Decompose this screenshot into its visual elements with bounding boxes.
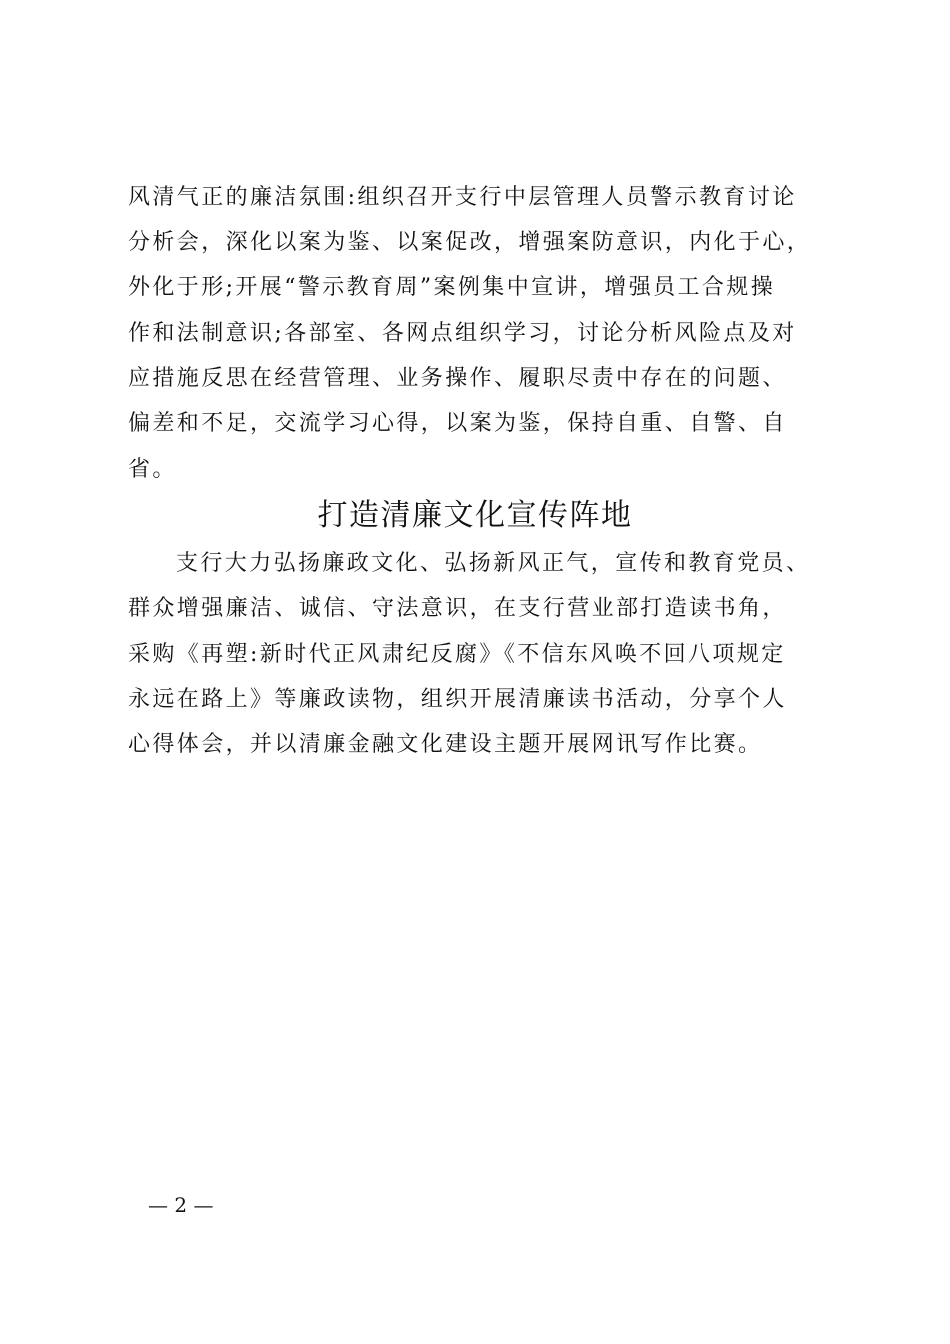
paragraph-line: 分析会，深化以案为鉴、以案促改，增强案防意识，内化于心，: [128, 230, 812, 255]
paragraph-line: 永远在路上》等廉政读物，组织开展清廉读书活动，分享个人: [128, 687, 787, 712]
paragraph-line: 外化于形;开展“警示教育周”案例集中宣讲，增强员工合规操: [128, 275, 776, 300]
paragraph-line: 省。: [128, 457, 177, 482]
paragraph-line: 偏差和不足，交流学习心得，以案为鉴，保持自重、自警、自: [128, 411, 787, 436]
section-heading: 打造清廉文化宣传阵地: [317, 498, 633, 533]
paragraph-line: 采购《再塑:新时代正风肃纪反腐》《不信东风唤不回八项规定: [128, 642, 786, 667]
paragraph-line: 风清气正的廉洁氛围:组织召开支行中层管理人员警示教育讨论: [128, 185, 797, 210]
paragraph-line: 作和法制意识;各部室、各网点组织学习，讨论分析风险点及对: [128, 321, 797, 346]
page-number: — 2 —: [148, 1193, 214, 1217]
paragraph-line: 心得体会，并以清廉金融文化建设主题开展网讯写作比赛。: [128, 732, 763, 757]
paragraph-line: 应措施反思在经营管理、业务操作、履职尽责中存在的问题、: [128, 366, 787, 391]
paragraph-line: 群众增强廉洁、诚信、守法意识，在支行营业部打造读书角，: [128, 596, 787, 621]
paragraph-line: 支行大力弘扬廉政文化、弘扬新风正气，宣传和教育党员、: [176, 551, 811, 576]
